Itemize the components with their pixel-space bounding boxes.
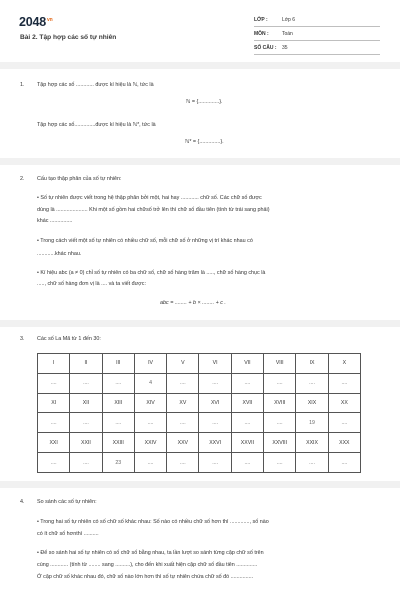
q1-line-2: ℕ = {..............}. xyxy=(186,99,223,105)
roman-numeral-cell: XXV xyxy=(167,433,199,453)
table-row xyxy=(38,354,361,374)
roman-numeral-cell: XXIV xyxy=(134,433,166,453)
roman-numeral-cell: XXVII xyxy=(231,433,263,453)
roman-numeral-cell: I xyxy=(38,354,70,374)
roman-numeral-cell: IX xyxy=(296,354,328,374)
roman-numeral-cell: VIII xyxy=(264,354,296,374)
q2-bullet-3-line-2: ....., chữ số hàng đơn vị là .... và ta viết được: xyxy=(37,281,146,287)
question-1-number: 1. xyxy=(20,82,25,88)
subject-label: MÔN : xyxy=(254,31,269,37)
answer-cell: .... xyxy=(199,453,231,473)
roman-numeral-cell: XII xyxy=(70,393,102,413)
logo-text: 2048 xyxy=(19,15,47,29)
count-underline xyxy=(254,54,380,55)
answer-cell: .... xyxy=(296,453,328,473)
q2-bullet-1-line-1: • Số tự nhiên được viết trong hệ thập phân bởi một, hai hay ............ chữ số. Các chữ số được xyxy=(37,195,262,201)
q2-title: Cấu tạo thập phân của số tự nhiên: xyxy=(37,176,122,182)
q4-bullet-2-line-3: Ở cặp chữ số khác nhau đó, chữ số nào lớn hơn thì số tự nhiên chứa chữ số đó ............... xyxy=(37,574,254,580)
count-row xyxy=(254,45,288,51)
q2-bullet-2-line-1: • Trong cách viết một số tự nhiên có nhiều chữ số, mỗi chữ số ở những vị trí khác nhau có xyxy=(37,238,253,244)
q4-bullet-1-line-1: • Trong hai số tự nhiên có số chữ số khác nhau: Số nào có nhiều chữ số hơn thì ............., số nào xyxy=(37,519,269,525)
answer-cell: .... xyxy=(231,373,263,393)
roman-numeral-cell: XVI xyxy=(199,393,231,413)
answer-cell: .... xyxy=(199,373,231,393)
answer-cell: .... xyxy=(264,453,296,473)
section-divider xyxy=(0,158,400,165)
roman-numeral-cell: XV xyxy=(167,393,199,413)
answer-cell: .... xyxy=(328,413,360,433)
table-row xyxy=(38,453,361,473)
answer-cell: .... xyxy=(70,413,102,433)
roman-numeral-cell: XI xyxy=(38,393,70,413)
roman-numeral-cell: V xyxy=(167,354,199,374)
roman-numeral-cell: XVII xyxy=(231,393,263,413)
q4-bullet-2-line-1: • Để so sánh hai số tự nhiên có số chữ số bằng nhau, ta lần lượt so sánh từng cặp chữ số trên xyxy=(37,550,264,556)
roman-numeral-cell: XIII xyxy=(102,393,134,413)
roman-numeral-cell: XVIII xyxy=(264,393,296,413)
question-4-number: 4. xyxy=(20,499,25,505)
answer-cell: 19 xyxy=(296,413,328,433)
count-value: 35 xyxy=(282,45,288,51)
answer-cell: .... xyxy=(328,453,360,473)
answer-cell: .... xyxy=(134,453,166,473)
table-row xyxy=(38,433,361,453)
q2-formula: abc = ........ + b × ........ + c . xyxy=(160,300,226,306)
roman-numeral-cell: XXII xyxy=(70,433,102,453)
answer-cell: .... xyxy=(264,413,296,433)
q2-bullet-2-line-2: ............khác nhau. xyxy=(37,251,82,257)
answer-cell: .... xyxy=(167,373,199,393)
answer-cell: .... xyxy=(296,373,328,393)
q3-title: Các số La Mã từ 1 đến 30: xyxy=(37,336,101,342)
roman-numeral-cell: XXI xyxy=(38,433,70,453)
roman-numeral-cell: XX xyxy=(328,393,360,413)
q2-bullet-3-line-1: • Kí hiệu abc (a ≠ 0) chỉ số tự nhiên có ba chữ số, chữ số hàng trăm là ....., chữ số hàng chục là xyxy=(37,270,266,276)
answer-cell: .... xyxy=(38,413,70,433)
q4-bullet-1-line-2: có ít chữ số hơnthì .......... xyxy=(37,531,99,537)
section-divider xyxy=(0,320,400,327)
table-row xyxy=(38,413,361,433)
count-label: SỐ CÂU : xyxy=(254,45,277,51)
table-row xyxy=(38,373,361,393)
roman-numeral-cell: XXIX xyxy=(296,433,328,453)
class-value: Lớp 6 xyxy=(282,17,296,23)
roman-numeral-cell: II xyxy=(70,354,102,374)
answer-cell: .... xyxy=(231,413,263,433)
answer-cell: .... xyxy=(70,373,102,393)
answer-cell: .... xyxy=(167,453,199,473)
answer-cell: .... xyxy=(167,413,199,433)
class-row xyxy=(254,17,295,23)
subject-underline xyxy=(254,40,380,41)
q1-line-4: ℕ* = {..............}. xyxy=(185,139,224,145)
roman-numeral-cell: X xyxy=(328,354,360,374)
section-divider xyxy=(0,62,400,69)
roman-numeral-cell: XIX xyxy=(296,393,328,413)
answer-cell: .... xyxy=(231,453,263,473)
q2-bullet-1-line-2: dùng là ..................... Khi một số gồm hai chữsố trở lên thì chữ số đầu tiên (tính từ trái sang phải) xyxy=(37,207,270,213)
section-divider xyxy=(0,481,400,488)
class-underline xyxy=(254,26,380,27)
answer-cell: .... xyxy=(264,373,296,393)
q4-bullet-2-line-2: cùng ............ (tính từ ........ sang ..........), cho đến khi xuất hiện cặp chữ số đầu tiên .............. xyxy=(37,562,258,568)
roman-numeral-cell: VI xyxy=(199,354,231,374)
roman-numeral-cell: XXIII xyxy=(102,433,134,453)
logo-suffix: vn xyxy=(47,16,53,23)
answer-cell: .... xyxy=(199,413,231,433)
site-logo[interactable] xyxy=(19,15,52,29)
answer-cell: .... xyxy=(38,373,70,393)
subject-row xyxy=(254,31,293,37)
roman-numeral-cell: VII xyxy=(231,354,263,374)
answer-cell: .... xyxy=(328,373,360,393)
question-2-number: 2. xyxy=(20,176,25,182)
q2-bullet-1-line-3: khác ............... xyxy=(37,218,73,224)
answer-cell: .... xyxy=(102,373,134,393)
answer-cell: 23 xyxy=(102,453,134,473)
roman-numeral-cell: XXVIII xyxy=(264,433,296,453)
table-row xyxy=(38,393,361,413)
lesson-title: Bài 2. Tập hợp các số tự nhiên xyxy=(20,34,117,41)
answer-cell: .... xyxy=(102,413,134,433)
q4-title: So sánh các số tự nhiên: xyxy=(37,499,97,505)
answer-cell: .... xyxy=(70,453,102,473)
roman-numeral-cell: XIV xyxy=(134,393,166,413)
question-3-number: 3. xyxy=(20,336,25,342)
subject-value: Toán xyxy=(282,31,293,37)
roman-numeral-cell: III xyxy=(102,354,134,374)
answer-cell: .... xyxy=(134,413,166,433)
worksheet-header xyxy=(0,0,400,62)
q1-line-3: Tập hợp các số..............được kí hiệu là ℕ*, tức là xyxy=(37,122,156,128)
roman-numeral-table xyxy=(37,353,361,473)
q1-line-1: Tập hợp các số ............ được kí hiệu là ℕ, tức là xyxy=(37,82,154,88)
class-label: LỚP : xyxy=(254,17,268,23)
roman-numeral-cell: IV xyxy=(134,354,166,374)
roman-numeral-cell: XXX xyxy=(328,433,360,453)
roman-numeral-cell: XXVI xyxy=(199,433,231,453)
answer-cell: 4 xyxy=(134,373,166,393)
answer-cell: .... xyxy=(38,453,70,473)
